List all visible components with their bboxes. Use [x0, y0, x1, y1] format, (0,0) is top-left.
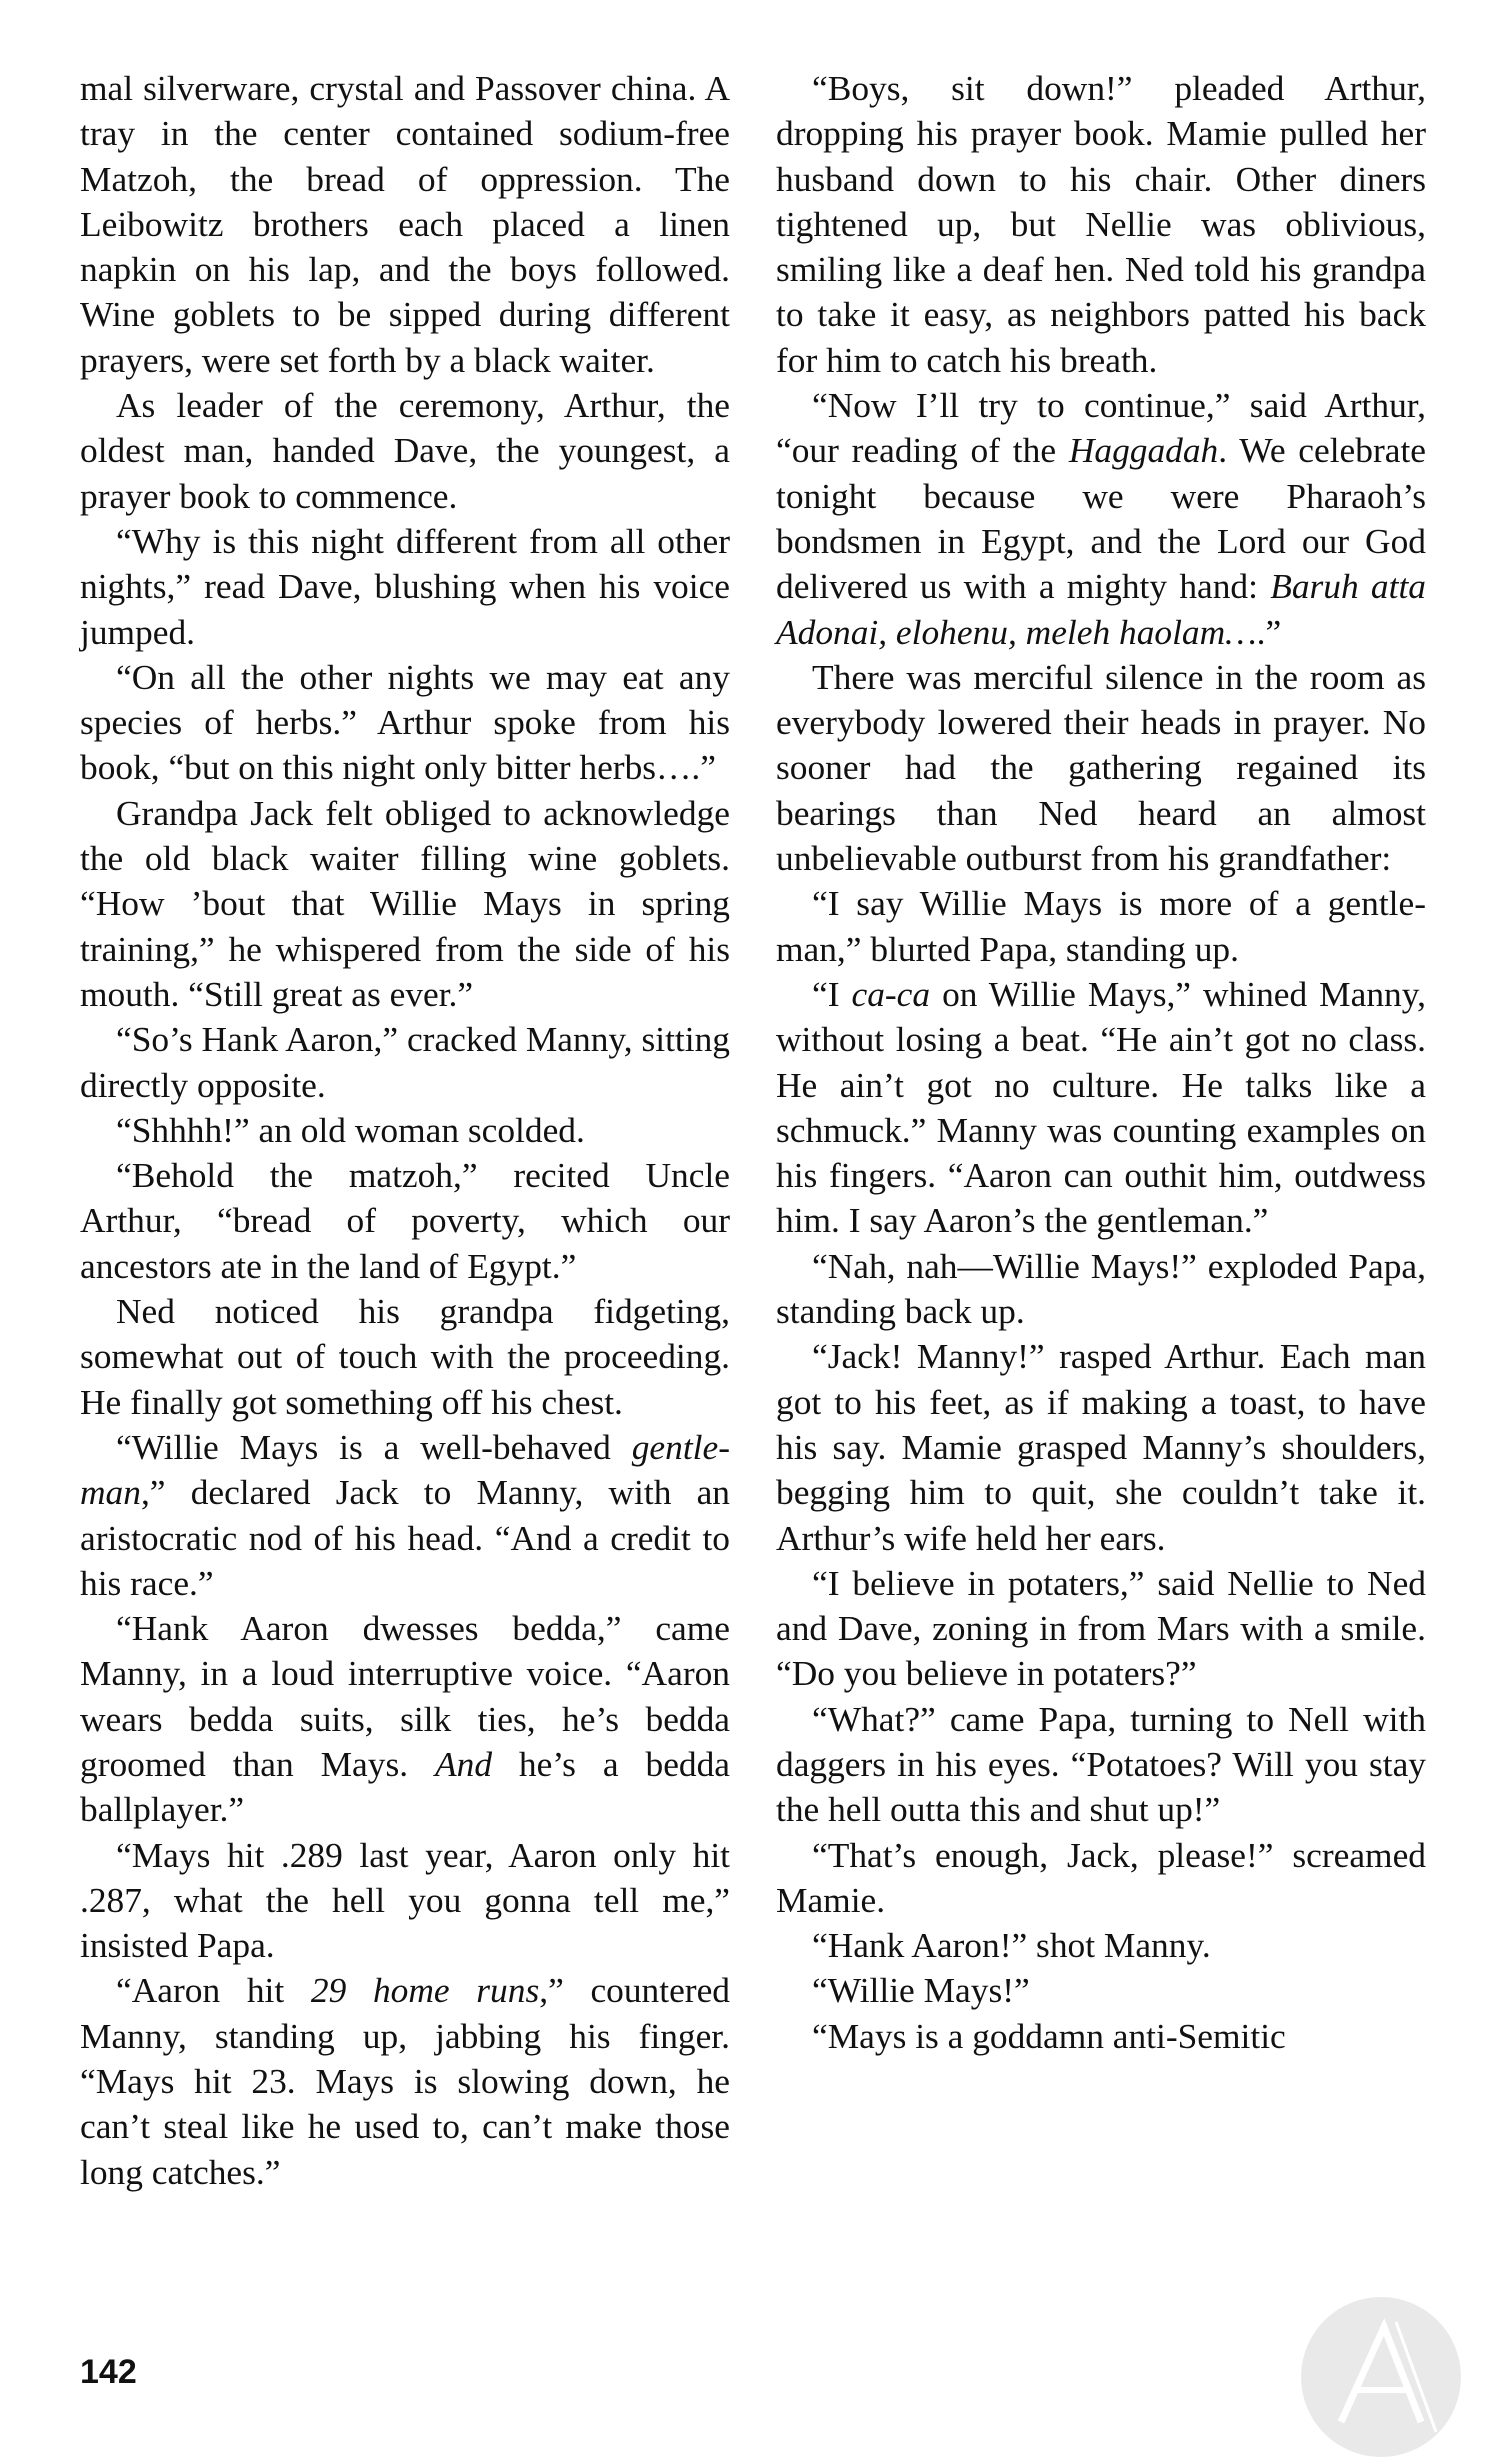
paragraph [80, 1289, 730, 1425]
italic-text: And [435, 1743, 493, 1784]
text-run: Ned noticed his grandpa fidgeting, somewhat out of touch with the proceeding. He finally got something off his chest. [80, 1291, 730, 1422]
text-run: “So’s Hank Aaron,” cracked Manny, sitting directly opposite. [80, 1019, 730, 1105]
right-text-column [776, 66, 1426, 2059]
paragraph [80, 1108, 730, 1153]
text-run: “Hank Aaron dwesses bedda,” came Manny, in a loud interruptive voice. “Aaron wears bedda suits, silk ties, he’s bedda groomed than Mays. [80, 1608, 730, 1784]
text-run: “Willie Mays is a well-behaved [116, 1426, 632, 1467]
text-run: There was merciful silence in the room as everybody lowered their heads in prayer. No sooner had the gathering regained its bearings than Ned heard an almost unbelievable outburst from his grandfather: [776, 656, 1426, 879]
text-run: “I believe in potaters,” said Nellie to Ned and Dave, zoning in from Mars with a smile. “Do you believe in potaters?” [776, 1562, 1426, 1694]
text-run: “Mays hit .289 last year, Aaron only hit .287, what the hell you gonna tell me,” insisted Papa. [80, 1834, 730, 1966]
text-run: mal silverware, crystal and Passover china. A tray in the center contained sodium-free Matzoh, the bread of oppression. The Leibowitz brothers each placed a linen napkin on his lap, and the boys followed. Wine goblets to be sipped during different prayers, were set forth by a black waiter. [80, 68, 730, 380]
paragraph [776, 1968, 1426, 2013]
paragraph [776, 1561, 1426, 1697]
paragraph [80, 1833, 730, 1969]
text-run: Grandpa Jack felt obliged to acknowledge the old black waiter filling wine goblets. “How ’bout that Willie Mays in spring training,” he whispered from the side of his mouth. “Still great as ever.” [80, 792, 730, 1014]
paragraph [776, 1334, 1426, 1560]
text-run: “Behold the matzoh,” recited Uncle Arthur, “bread of poverty, which our ancestors ate in the land of Egypt.” [80, 1155, 730, 1286]
paragraph [776, 1244, 1426, 1335]
paragraph [776, 383, 1426, 655]
text-run: “I say Willie Mays is more of a gentleman,” blurted Papa, standing up. [776, 883, 1426, 969]
text-run: ,” declared Jack to Manny, with an aristocratic nod of his head. “And a credit to his race.” [80, 1472, 730, 1603]
paragraph [80, 1606, 730, 1832]
paragraph [80, 655, 730, 791]
text-run: “What?” came Papa, turning to Nell with daggers in his eyes. “Potatoes? Will you stay the hell outta this and shut up!” [776, 1698, 1426, 1830]
paragraph [80, 66, 730, 383]
text-run: As leader of the ceremony, Arthur, the oldest man, handed Dave, the youngest, a prayer book to commence. [80, 385, 730, 516]
paragraph [776, 1923, 1426, 1968]
paragraph [776, 66, 1426, 383]
paragraph [80, 791, 730, 1017]
text-run: “Jack! Manny!” rasped Arthur. Each man got to his feet, as if making a toast, to have his say. Mamie grasped Manny’s shoulders, begging him to quit, she couldn’t take it. Arthur’s wife held her ears. [776, 1336, 1426, 1558]
text-run: “On all the other nights we may eat any species of herbs.” Arthur spoke from his book, “but on this night only bitter herbs….” [80, 656, 730, 788]
paragraph [80, 383, 730, 519]
italic-text: Haggadah [1068, 430, 1219, 471]
text-run: “Nah, nah—Willie Mays!” exploded Papa, standing back up. [776, 1245, 1426, 1332]
text-run: on Willie Mays,” whined Manny, without losing a beat. “He ain’t got no class. He ain’t got no culture. He talks like a schmuck.” Manny was counting examples on his fingers. “Aaron can outhit him, outdwess him. I say Aaron’s the gentleman.” [776, 973, 1426, 1241]
page-number: 142 [80, 2353, 137, 2391]
paragraph [776, 972, 1426, 1244]
text-run: he’s a bedda ballplayer.” [80, 1743, 730, 1830]
paragraph [80, 1425, 730, 1606]
publisher-watermark-icon [1296, 2292, 1466, 2462]
paragraph [776, 1833, 1426, 1924]
text-run: “I [812, 973, 852, 1014]
text-run: ,” countered Manny, standing up, jabbing his finger. “Mays hit 23. Mays is slowing down, he can’t steal like he used to, can’t make those long catches.” [80, 1970, 730, 2192]
paragraph [80, 1968, 730, 2194]
paragraph [776, 655, 1426, 881]
text-run: . We celebrate tonight because we were Pharaoh’s bondsmen in Egypt, and the Lord our God delivered us with a mighty hand: [776, 430, 1426, 607]
paragraph [80, 1017, 730, 1108]
paragraph [776, 2014, 1426, 2059]
paragraph [80, 1153, 730, 1289]
italic-text: Baruh atta Adonai, elohenu, meleh haolam… [776, 566, 1426, 652]
text-run: “Why is this night different from all other nights,” read Dave, blushing when his voice jumped. [80, 520, 730, 652]
italic-text: ca-ca [851, 973, 931, 1014]
text-run: “Boys, sit down!” pleaded Arthur, dropping his prayer book. Mamie pulled her husband down to his chair. Other diners tightened up, but Nellie was oblivious, smiling like a deaf hen. Ned told his grandpa to take it easy, as neighbors patted his back for him to catch his breath. [776, 68, 1426, 380]
paragraph [80, 519, 730, 655]
text-run: “Shhhh!” an old woman scolded. [116, 1109, 585, 1150]
italic-text: 29 home runs [310, 1970, 540, 2011]
paragraph [776, 1697, 1426, 1833]
text-run: .” [1256, 611, 1282, 652]
text-run: “Aaron hit [116, 1970, 311, 2011]
text-run: “Willie Mays!” [812, 1970, 1030, 2011]
text-run: “That’s enough, Jack, please!” screamed Mamie. [776, 1834, 1426, 1920]
text-run: “Hank Aaron!” shot Manny. [812, 1925, 1211, 1966]
paragraph [776, 881, 1426, 972]
left-text-column [80, 66, 730, 2195]
italic-text: gentleman [80, 1426, 730, 1513]
text-run: “Mays is a goddamn anti-Semitic [812, 2015, 1286, 2056]
text-run: “Now I’ll try to continue,” said Arthur, “our reading of the [776, 385, 1426, 471]
